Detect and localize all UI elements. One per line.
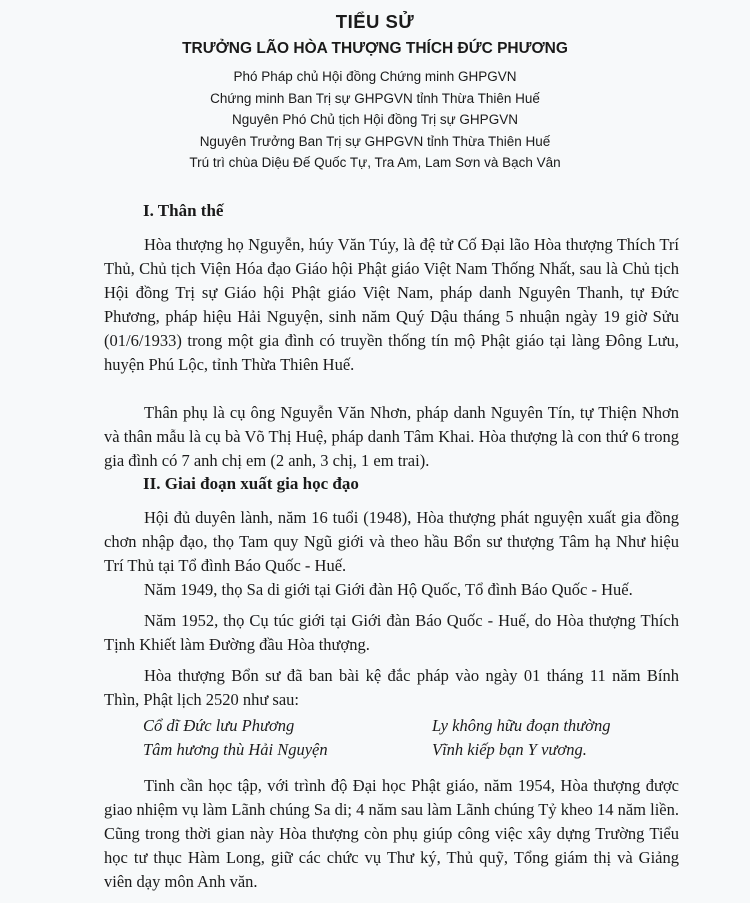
dharma-verse [143,716,683,764]
document-title: TIỂU SỬ [335,11,415,32]
section-heading-background: I. Thân thế [143,201,224,220]
paragraph-ordination-4: Hòa thượng Bổn sư đã ban bài kệ đắc pháp vào ngày 01 tháng 11 năm Bính Thìn, Phật lịch 2520 như sau: [104,666,679,709]
role-line: Nguyên Phó Chủ tịch Hội đồng Trị sự GHPGVN [232,112,518,127]
verse-line-1-right: Ly không hữu đoạn thường [432,716,611,735]
verse-line-2-right: Vĩnh kiếp bạn Y vương. [432,740,587,759]
verse-line-1-left: Cổ dĩ Đức lưu Phương [143,716,295,735]
role-line: Trú trì chùa Diệu Đế Quốc Tự, Tra Am, Lam Sơn và Bạch Vân [189,155,561,170]
paragraph-ordination-2: Năm 1949, thọ Sa di giới tại Giới đàn Hộ Quốc, Tổ đình Báo Quốc - Huế. [144,580,633,599]
section-heading-ordination: II. Giai đoạn xuất gia học đạo [143,474,359,493]
verse-line [143,740,683,764]
roles-list [0,66,750,174]
verse-line-2-left: Tâm hương thù Hải Nguyện [143,740,328,759]
verse-line [143,716,683,740]
role-line: Nguyên Trưởng Ban Trị sự GHPGVN tỉnh Thừa Thiên Huế [199,133,551,149]
paragraph-ordination-1: Hội đủ duyên lành, năm 16 tuổi (1948), Hòa thượng phát nguyện xuất gia đồng chơn nhập đạo, thọ Tam quy Ngũ giới và theo hầu Bổn sư thượng Tâm hạ Như hiệu Trí Thủ tại Tổ đình Báo Quốc - Huế. [104,508,679,575]
role-line: Phó Pháp chủ Hội đồng Chứng minh GHPGVN [233,69,517,84]
paragraph-ordination-3: Năm 1952, thọ Cụ túc giới tại Giới đàn Báo Quốc - Huế, do Hòa thượng Thích Tịnh Khiết làm Đường đầu Hòa thượng. [104,611,679,654]
document-subtitle: TRƯỞNG LÃO HÒA THƯỢNG THÍCH ĐỨC PHƯƠNG [182,40,568,57]
paragraph-background-1: Hòa thượng họ Nguyễn, húy Văn Túy, là đệ tử Cố Đại lão Hòa thượng Thích Trí Thủ, Chủ tịch Viện Hóa đạo Giáo hội Phật giáo Việt Nam Thống Nhất, sau là Chủ tịch Hội đồng Trị sự Giáo hội Phật giáo Việt Nam, pháp danh Nguyên Thanh, tự Đức Phương, pháp hiệu Hải Nguyện, sinh năm Quý Dậu tháng 5 nhuận ngày 19 giờ Sửu (01/6/1933) trong một gia đình có truyền thống tín mộ Phật giáo tại làng Đông Lưu, huyện Phú Lộc, tỉnh Thừa Thiên Huế. [104,235,679,374]
paragraph-ordination-5: Tinh cần học tập, với trình độ Đại học Phật giáo, năm 1954, Hòa thượng được giao nhiệm vụ làm Lãnh chúng Sa di; 4 năm sau làm Lãnh chúng Tỷ kheo 14 năm liền. Cũng trong thời gian này Hòa thượng còn phụ giúp công việc xây dựng Trường Tiểu học tư thục Hàm Long, giữ các chức vụ Thư ký, Thủ quỹ, Tổng giám thị và Giảng viên dạy môn Anh văn. [104,776,679,891]
role-line: Chứng minh Ban Trị sự GHPGVN tỉnh Thừa Thiên Huế [210,90,540,106]
paragraph-background-2: Thân phụ là cụ ông Nguyễn Văn Nhơn, pháp danh Nguyên Tín, tự Thiện Nhơn và thân mẫu là cụ bà Võ Thị Huệ, pháp danh Tâm Khai. Hòa thượng là con thứ 6 trong gia đình có 7 anh chị em (2 anh, 3 chị, 1 em trai). [104,403,679,470]
